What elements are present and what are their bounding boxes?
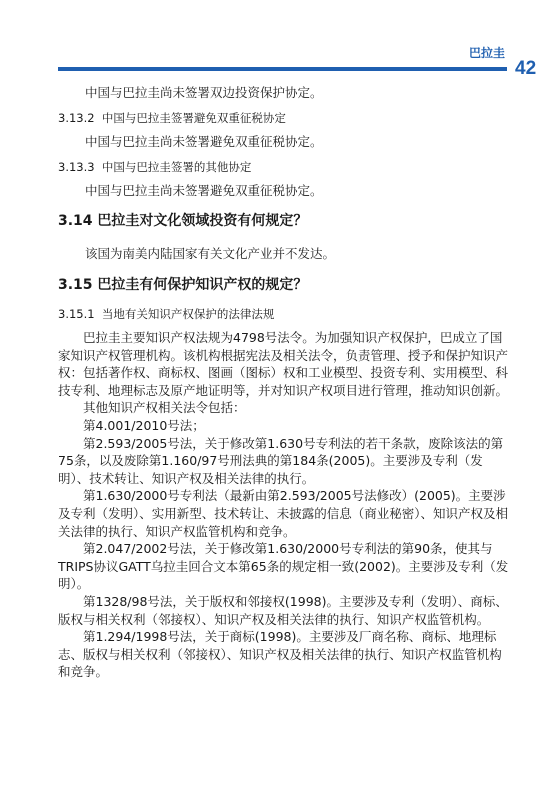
subsection-3-13-2-heading	[58, 110, 510, 127]
law-item: 第1.294/1998号法，关于商标(1998)。主要涉及厂商名称、商标、地理标志、版权与相关权利（邻接权）、知识产权及相关法律的执行、知识产权监管机构和竞争。	[58, 629, 502, 680]
subsection-title: 中国与巴拉圭签署避免双重征税协定	[101, 111, 286, 125]
paragraph-bilateral-investment: 中国与巴拉圭尚未签署双边投资保护协定。	[85, 85, 323, 100]
subsection-number: 3.13.3	[58, 160, 95, 174]
subsection-title: 中国与巴拉圭签署的其他协定	[101, 160, 252, 174]
subsection-number: 3.15.1	[58, 307, 95, 321]
paragraph-3-13-3: 中国与巴拉圭尚未签署避免双重征税协定。	[85, 183, 323, 198]
header-country: 巴拉圭	[469, 46, 506, 60]
subsection-number: 3.13.2	[58, 111, 95, 125]
law-item: 第2.593/2005号法，关于修改第1.630号专利法的若干条款，废除该法的第75条，以及废除第1.160/97号刑法典的第184条(2005)。主要涉及专利（发明）、技术转让、知识产权及相关法律的执行。	[58, 435, 504, 486]
page-number: 42	[515, 58, 537, 79]
section-3-15-heading: 3.15 巴拉圭有何保护知识产权的规定？	[58, 277, 308, 293]
paragraph-3-13-2: 中国与巴拉圭尚未签署避免双重征税协定。	[85, 134, 323, 149]
subsection-3-13-3-heading	[58, 159, 510, 176]
header-rule	[58, 67, 507, 71]
law-item: 第2.047/2002号法，关于修改第1.630/2000号专利法的第90条，使其与TRIPS协议GATT乌拉圭回合文本第65条的规定相一致(2002)。主要涉及专利（发明）。	[58, 541, 509, 592]
law-item: 第1328/98号法，关于版权和邻接权(1998)。主要涉及专利（发明）、商标、版权与相关权利（邻接权）、知识产权及相关法律的执行、知识产权监管机构。	[58, 593, 508, 627]
paragraph-3-14: 该国为南美内陆国家有关文化产业并不发达。	[85, 246, 336, 261]
subsection-title: 当地有关知识产权保护的法律法规	[101, 307, 275, 321]
law-item: 第1.630/2000号专利法（最新由第2.593/2005号法修改）(2005)。主要涉及专利（发明）、实用新型、技术转让、未披露的信息（商业秘密）、知识产权及相关法律的执行、知识产权监管机构和竞争。	[58, 488, 509, 539]
paragraph-other-laws-intro: 其他知识产权相关法令包括：	[83, 400, 246, 416]
section-3-14-heading: 3.14 巴拉圭对文化领域投资有何规定？	[58, 213, 308, 229]
paragraph-ip-intro: 巴拉圭主要知识产权法规为4798号法令。为加强知识产权保护，巴成立了国家知识产权管理机构。该机构根据宪法及相关法令，负责管理、授予和保护知识产权：包括著作权、商标权、图画（图标）权和工业模型、投资专利、实用模型、科技专利、地理标志及原产地证明等，并对知识产权项目进行管理，推动知识创新。	[58, 330, 509, 398]
law-item: 第4.001/2010号法；	[83, 417, 205, 433]
page-content	[58, 84, 510, 681]
subsection-3-15-1-heading	[58, 306, 510, 323]
